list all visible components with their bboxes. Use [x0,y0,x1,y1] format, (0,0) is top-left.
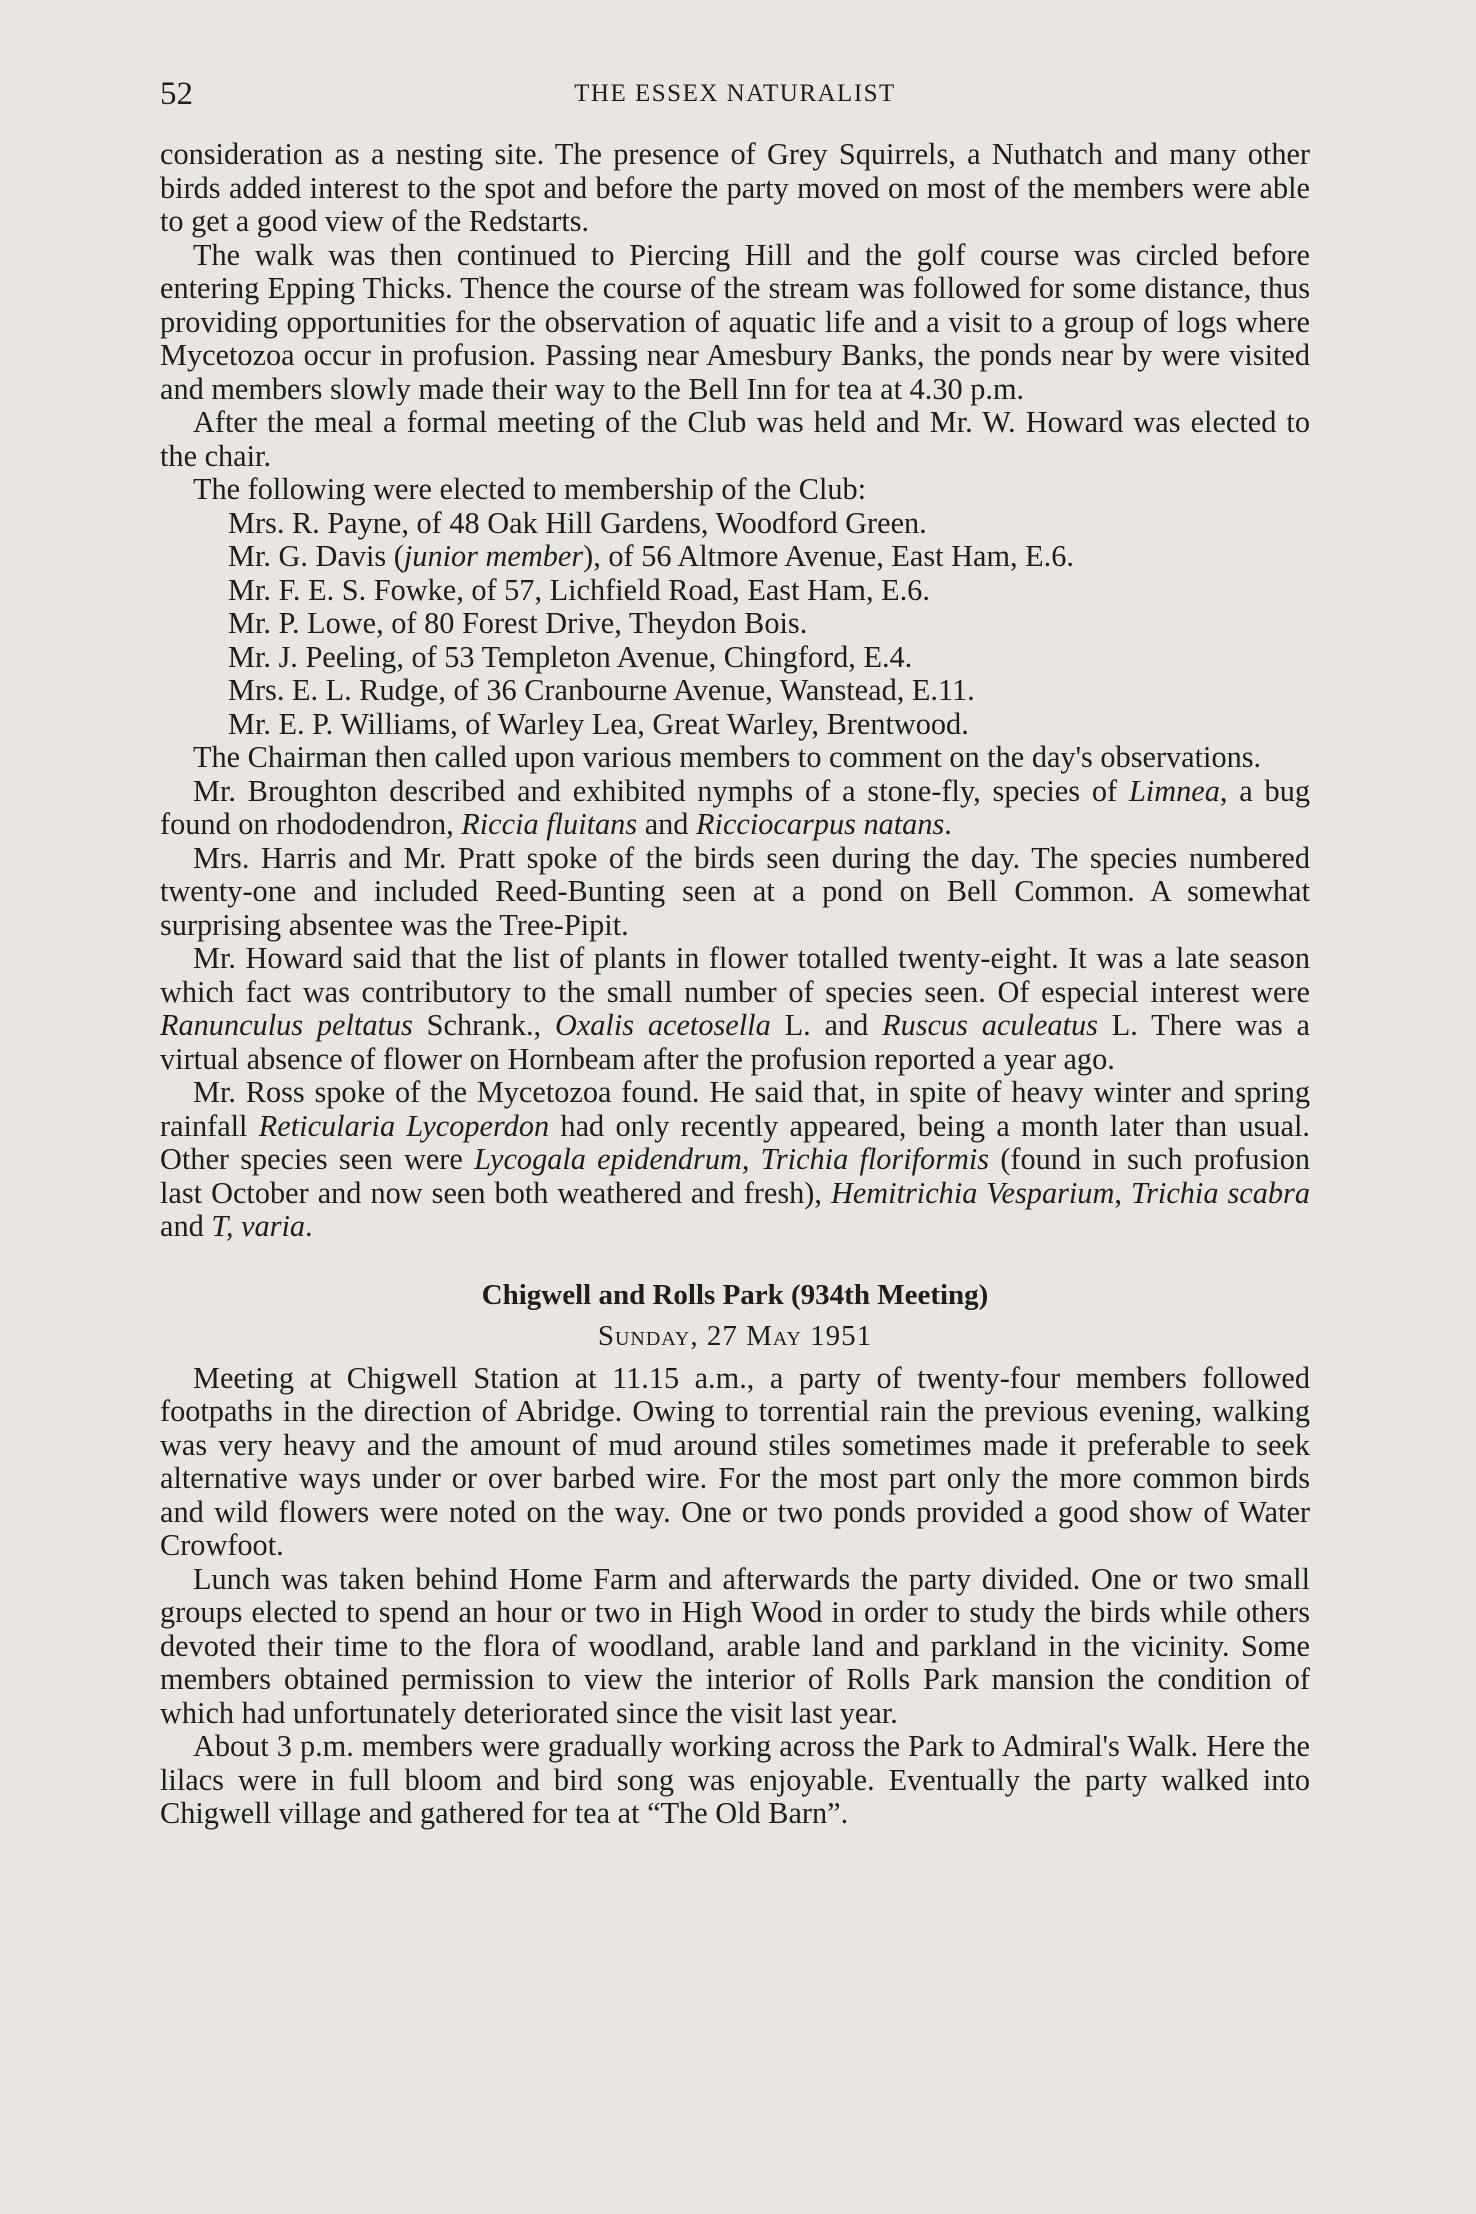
paragraph: About 3 p.m. members were gradually working across the Park to Admiral's Walk. Here the lilacs were in full bloom and bird song was enjoyable. Eventually the party walked into Chigwell village and gathered for tea at “The Old Barn”. [160,1729,1310,1830]
page-header [160,76,1310,120]
paragraph: The Chairman then called upon various members to comment on the day's observations. [193,740,1262,774]
running-title: THE ESSEX NATURALIST [574,80,896,107]
list-item: Mr. G. Davis (junior member), of 56 Altmore Avenue, East Ham, E.6. [228,539,1074,573]
paragraph: consideration as a nesting site. The presence of Grey Squirrels, a Nuthatch and many other birds added interest to the spot and before the party moved on most of the members were able to get a good view of the Redstarts. [160,137,1310,238]
paragraph: Mrs. Harris and Mr. Pratt spoke of the birds seen during the day. The species numbered twenty-one and included Reed-Bunting seen at a pond on Bell Common. A somewhat surprising absentee was the Tree-Pipit. [160,840,1310,942]
paragraph: Lunch was taken behind Home Farm and afterwards the party divided. One or two small groups elected to spend an hour or two in High Wood in order to study the birds while others devoted their time to the flora of woodland, arable land and parkland in the vicinity. Some members obtained permission to view the interior of Rolls Park mansion the condition of which had unfortunately deteriorated since the visit last year. [160,1561,1310,1730]
list-item: Mr. F. E. S. Fowke, of 57, Lichfield Road, East Ham, E.6. [228,572,930,607]
section-heading: Chigwell and Rolls Park (934th Meeting) [481,1278,989,1311]
paragraph: Meeting at Chigwell Station at 11.15 a.m., a party of twenty-four members followed footpaths in the direction of Abridge. Owing to torrential rain the previous evening, walking was very heavy and the amount of mud around stiles sometimes made it preferable to seek alternative ways under or over barbed wire. For the most part only the more common birds and wild flowers were noted on the way. One or two ponds provided a good show of Water Crowfoot. [160,1360,1310,1562]
list-item: Mr. J. Peeling, of 53 Templeton Avenue, Chingford, E.4. [228,639,913,674]
paragraph: After the meal a formal meeting of the Club was held and Mr. W. Howard was elected to the chair. [160,405,1310,473]
paragraph: Mr. Howard said that the list of plants in flower totalled twenty-eight. It was a late season which fact was contributory to the small number of species seen. Of especial interest were Ranunculus peltatus Schrank., Oxalis acetosella L. and Ruscus aculeatus L. There was a virtual absence of flower on Hornbeam after the profusion reported a year ago. [160,941,1310,1076]
paragraph: Mr. Ross spoke of the Mycetozoa found. He said that, in spite of heavy winter and spring rainfall Reticularia Lycoperdon had only recently appeared, being a month later than usual. Other species seen were Lycogala epidendrum, Trichia floriformis (found in such profusion last October and now seen both weathered and fresh), Hemitrichia Vesparium, Trichia scabra and T, varia. [160,1075,1310,1243]
meeting-date: Sunday, 27 May 1951 [597,1320,873,1352]
paragraph: The following were elected to membership of the Club: [193,472,867,506]
list-item: Mr. P. Lowe, of 80 Forest Drive, Theydon Bois. [228,606,808,640]
paragraph: The walk was then continued to Piercing Hill and the golf course was circled before entering Epping Thicks. Thence the course of the stream was followed for some distance, thus providing opportunities for the observation of aquatic life and a visit to a group of logs where Mycetozoa occur in profusion. Passing near Amesbury Banks, the ponds near by were visited and members slowly made their way to the Bell Inn for tea at 4.30 p.m. [160,237,1310,406]
paragraph: Mr. Broughton described and exhibited nymphs of a stone-fly, species of Limnea, a bug found on rhododendron, Riccia fluitans and Ricciocarpus natans. [160,773,1310,841]
page-number: 52 [160,76,193,112]
list-item: Mr. E. P. Williams, of Warley Lea, Great Warley, Brentwood. [228,706,969,741]
list-item: Mrs. E. L. Rudge, of 36 Cranbourne Avenue, Wanstead, E.11. [228,673,975,707]
list-item: Mrs. R. Payne, of 48 Oak Hill Gardens, Woodford Green. [228,505,927,540]
new-members-list [160,507,1310,742]
body-text [160,138,1310,1831]
